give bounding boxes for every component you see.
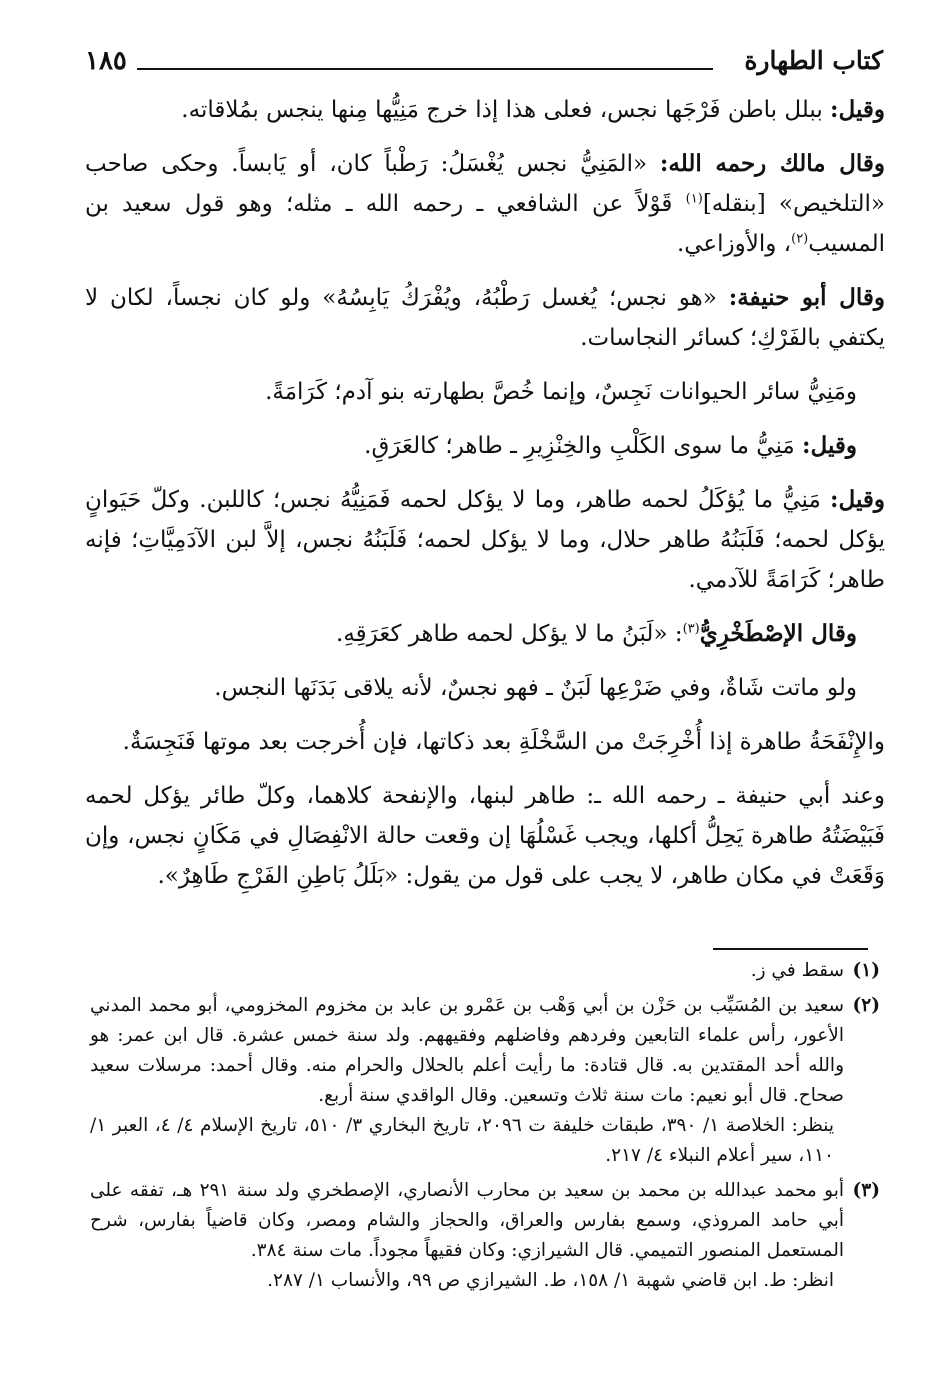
paragraph — [85, 278, 885, 358]
paragraph — [85, 776, 885, 896]
footnote — [90, 1176, 880, 1296]
paragraph — [85, 144, 885, 264]
paragraph-text: والإِنْفَحَةُ طاهرة إذا أُخْرِجَتْ من السَّخْلَةِ بعد ذكاتها، فإن أُخرجت بعد موتها فَنَجِسَةٌ. — [122, 729, 885, 755]
paragraph — [85, 372, 857, 412]
paragraph — [85, 426, 857, 466]
paragraph-lead: وقيل: — [830, 486, 885, 513]
paragraph-lead: وقيل: — [802, 432, 857, 459]
paragraph — [85, 614, 857, 654]
header-rule — [137, 68, 713, 70]
paragraph-text: ، والأوزاعي. — [676, 231, 792, 257]
paragraph-text: ببلل باطن فَرْجَها نجس، فعلى هذا إذا خرج مَنِيُّها مِنها ينجس بمُلاقاته. — [181, 97, 831, 123]
footnote-ref[interactable]: (٣) — [682, 621, 700, 637]
paragraph-text: قَوْلاً عن الشافعي ـ رحمه الله ـ مثله؛ وهو قول سعيد بن المسيب — [85, 191, 885, 257]
footnote-marker: (٣) — [852, 1180, 880, 1201]
footnote-ref[interactable]: (١) — [685, 191, 703, 207]
paragraph-text: وعند أبي حنيفة ـ رحمه الله ـ: طاهر لبنها، والإنفحة كلاهما، وكلّ طائر يؤكل لحمه فَبَيْضَتُهُ طاهرة يَحِلُّ أكلها، ويجب غَسْلُهَا إن وقعت حالة الانْفِصَالِ في مَكَانٍ نجس، وإن وَقَعَتْ في مكان طاهر، لا يجب على قول من يقول: «بَلَلُ بَاطِنِ الفَرْجِ طَاهِرٌ». — [85, 783, 885, 889]
paragraph — [85, 722, 885, 762]
footnote-reference-line: انظر: ط. ابن قاضي شهبة ١/ ١٥٨، ط. الشيرازي ص ٩٩، والأنساب ١/ ٢٨٧. — [267, 1270, 834, 1291]
footnote-text: أبو محمد عبدالله بن محمد بن سعيد بن محارب الأنصاري، الإصطخري ولد سنة ٢٩١ هـ، تفقه على أبي حامد المروذي، وسمع بفارس والعراق، والحجاز والشام ومصر، وكان قاضياً بفارس، شرح المستعمل المنصور التميمي. قال الشيرازي: وكان فقيهاً مجوداً. مات سنة ٣٨٤. — [90, 1180, 845, 1261]
paragraph-lead: وقيل: — [830, 96, 885, 123]
page-number: ١٨٥ — [85, 46, 127, 76]
page-header — [85, 42, 883, 82]
footnote — [90, 991, 880, 1171]
paragraph-text: ولو ماتت شَاةٌ، وفي ضَرْعِها لَبَنٌ ـ فهو نجسٌ، لأنه يلاقى بَدَنَها النجس. — [214, 675, 857, 701]
paragraph-text: : «لَبَنُ ما لا يؤكل لحمه طاهر كعَرَقِهِ. — [336, 621, 683, 647]
paragraph-lead: وقال مالك رحمه الله: — [659, 150, 885, 177]
paragraph-text: «هو نجس؛ يُغسل رَطْبُهُ، ويُفْرَكُ يَابِسُهُ» ولو كان نجساً، لكان لا يكتفي بالفَرْكِ؛ كسائر النجاسات. — [85, 285, 885, 351]
paragraph-text: مَنِيُّ ما يُؤكَلُ لحمه طاهر، وما لا يؤكل لحمه فَمَنِيُّهُ نجس؛ كاللبن. وكلّ حَيَوانٍ يؤكل لحمه؛ فَلَبَنُهُ طاهر حلال، وما لا يؤكل لحمه؛ فَلَبَنُهُ نجس، إلاَّ لبن الآدَمِيَّاتِ؛ فإنه طاهر؛ كَرَامَةً للآدمي. — [85, 487, 885, 593]
paragraph-lead: وقال الإصْطَخْرِيُّ — [699, 620, 857, 647]
footnote — [90, 956, 880, 986]
footnote-text: سعيد بن المُسَيِّب بن حَزْن بن أبي وَهْب بن عَمْرو بن عابد بن مخزوم المخزومي، أبو محمد المدني الأعور، رأس علماء التابعين وفردهم وفاضلهم وفقيههم. ولد سنة خمس عشرة. قال ابن عمر: هو والله أحد المقتدين به. قال قتادة: ما رأيت أعلم بالحلال والحرام منه. وقال أحمد: مرسلات سعيد صحاح. قال أبو نعيم: مات سنة ثلاث وتسعين. وقال الواقدي سنة أربع. — [90, 995, 844, 1106]
paragraph — [85, 668, 857, 708]
running-title: كتاب الطهارة — [744, 46, 883, 75]
paragraph-lead: وقال أبو حنيفة: — [728, 284, 885, 311]
footnote-marker: (١) — [852, 960, 880, 981]
footnotes — [90, 956, 880, 1301]
footnote-ref[interactable]: (٢) — [791, 231, 809, 247]
main-text — [85, 90, 885, 910]
paragraph — [85, 480, 885, 600]
footnote-marker: (٢) — [852, 995, 880, 1016]
paragraph-text: ومَنِيُّ سائر الحيوانات نَجِسٌ، وإنما خُصَّ بطهارته بنو آدم؛ كَرَامَةً. — [265, 379, 857, 405]
paragraph-text: «المَنِيُّ نجس يُغْسَلُ: رَطْباً كان، أو يَابساً. وحكى صاحب «التلخيص» [بنقله] — [85, 151, 885, 217]
footnote-text: سقط في ز. — [750, 960, 844, 981]
paragraph — [85, 90, 885, 130]
paragraph-text: مَنِيُّ ما سوى الكَلْبِ والخِنْزِيرِ ـ طاهر؛ كالعَرَقِ. — [364, 433, 803, 459]
footnote-reference-line: ينظر: الخلاصة ١/ ٣٩٠، طبقات خليفة ت ٢٠٩٦، تاريخ البخاري ٣/ ٥١٠، تاريخ الإسلام ٤/ ٤، العبر ١/ ١١٠، سير أعلام النبلاء ٤/ ٢١٧. — [90, 1115, 835, 1166]
footnote-separator — [713, 948, 868, 950]
